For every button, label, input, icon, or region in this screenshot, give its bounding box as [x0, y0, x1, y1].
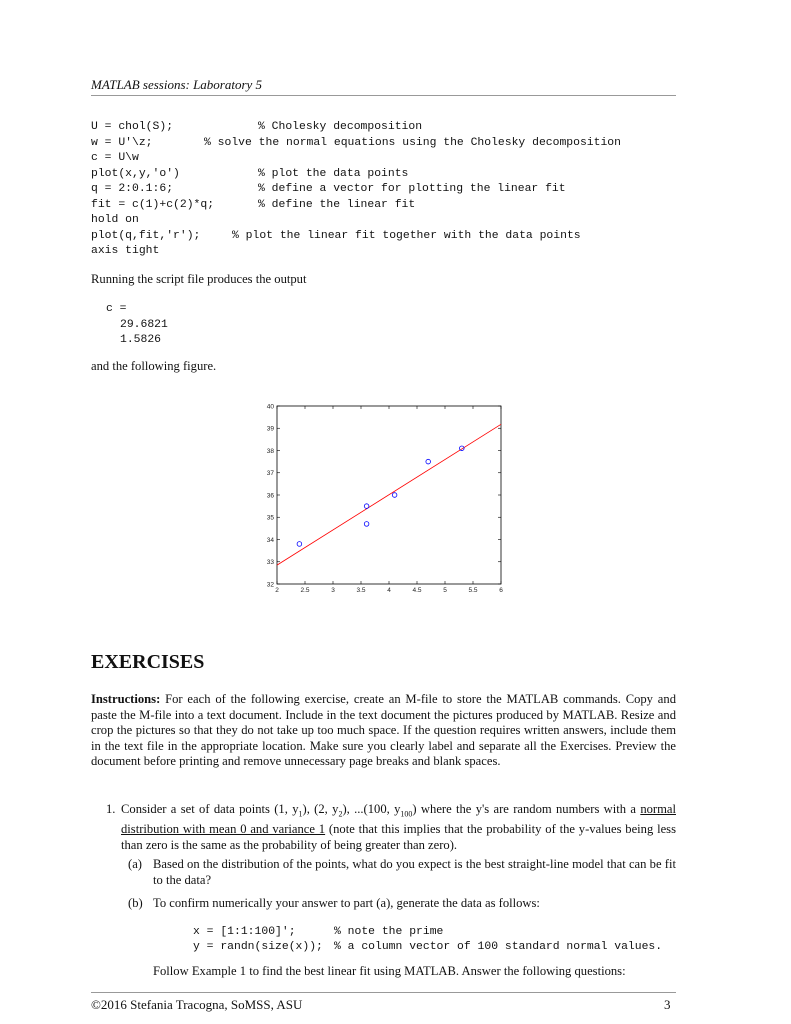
y-tick-label: 32 [266, 581, 274, 589]
subitem-b-text: To confirm numerically your answer to part (a), generate the data as follows: [153, 896, 540, 910]
code-comment: % plot the linear fit together with the data points [232, 229, 581, 242]
y-tick-label: 35 [266, 514, 274, 522]
x-tick-label: 5 [443, 587, 447, 594]
y-tick-label: 37 [266, 470, 274, 478]
underlined-text: normal distribution with mean 0 and variance 1 [121, 802, 676, 837]
code-comment: % define a vector for plotting the linear fit [258, 183, 566, 195]
footer-rule [91, 992, 676, 993]
x-tick-label: 4.5 [412, 587, 422, 594]
code-text: y = randn(size(x)); [193, 941, 323, 953]
y-tick-label: 36 [266, 492, 274, 500]
code-text: c = U\w [91, 152, 139, 164]
figure-intro-text: and the following figure. [91, 359, 217, 373]
instructions-label: Instructions: [91, 692, 161, 706]
code-text: w = U'\z; [91, 136, 153, 149]
code-line [193, 926, 444, 941]
running-header: MATLAB sessions: Laboratory 5 [91, 77, 263, 92]
subscript: 1 [298, 809, 303, 819]
header-rule [91, 95, 676, 96]
item-number: 1. [106, 802, 116, 816]
y-tick-label: 33 [266, 559, 274, 567]
code-text: axis tight [91, 245, 160, 257]
x-tick-label: 6 [499, 587, 503, 594]
text-segment: Consider a set of data points (1, y [121, 802, 299, 816]
output-value: 1.5826 [120, 334, 162, 346]
output-value: 29.6821 [120, 319, 168, 331]
text-segment: ), ...(100, y [342, 802, 401, 816]
footer-copyright: ©2016 Stefania Tracogna, SoMSS, ASU [91, 997, 303, 1012]
code-line [91, 245, 159, 260]
output-label: c = [106, 303, 127, 315]
page-number: 3 [664, 997, 671, 1012]
code-text: q = 2:0.1:6; [91, 183, 174, 195]
code-comment: % note the prime [334, 926, 444, 938]
code-line [91, 198, 416, 214]
code-text: hold on [91, 214, 139, 226]
code-text: fit = c(1)+c(2)*q; [91, 198, 215, 211]
running-text: Running the script file produces the output [91, 272, 307, 286]
scatter-chart [250, 395, 520, 600]
code-line [91, 121, 423, 136]
code-line [91, 152, 139, 167]
x-tick-label: 3 [331, 587, 335, 594]
code-comment: % solve the normal equations using the Cholesky decomposition [204, 136, 621, 149]
text-segment: (note that this implies that the probability of the y-values being less than zero is the same as the probability of being greater than zero). [121, 822, 676, 852]
y-tick-label: 40 [266, 403, 274, 411]
y-tick-label: 39 [266, 425, 274, 433]
code-line [91, 183, 566, 198]
y-tick-label: 38 [266, 447, 274, 455]
subitem-b-label: (b) [128, 896, 143, 910]
code-comment: % define the linear fit [258, 198, 416, 211]
exercises-heading: EXERCISES [91, 651, 205, 673]
code-line [91, 136, 621, 152]
subitem-a-label: (a) [128, 857, 142, 871]
x-tick-label: 4 [387, 587, 391, 594]
x-tick-label: 3.5 [356, 587, 366, 594]
code-text: plot(q,fit,'r'); [91, 229, 201, 242]
x-tick-label: 5.5 [468, 587, 478, 594]
subscript: 2 [338, 809, 343, 819]
code-comment: % plot the data points [258, 167, 409, 180]
code-comment: % Cholesky decomposition [258, 121, 423, 133]
exercise-1-text [121, 802, 676, 853]
instructions-paragraph [91, 692, 676, 770]
subitem-a-text: Based on the distribution of the points, what do you expect is the best straight-line model that can be fit to the data? [153, 857, 676, 887]
text-segment: ), (2, y [302, 802, 339, 816]
code-line [91, 229, 581, 245]
code-text: x = [1:1:100]'; [193, 926, 296, 938]
follow-text: Follow Example 1 to find the best linear fit using MATLAB. Answer the following questions: [153, 964, 626, 978]
text-segment: ) where the y's are random numbers with a [412, 802, 641, 816]
code-line [193, 941, 663, 956]
x-tick-label: 2.5 [300, 587, 310, 594]
code-line [91, 214, 139, 229]
x-tick-label: 2 [275, 587, 279, 594]
y-tick-label: 34 [266, 536, 274, 544]
code-comment: % a column vector of 100 standard normal values. [334, 941, 663, 953]
subscript: 100 [400, 809, 413, 819]
code-text: U = chol(S); [91, 121, 174, 133]
code-line [91, 167, 409, 183]
instructions-text: For each of the following exercise, create an M-file to store the MATLAB commands. Copy and paste the M-file into a text document. Include in the text document the pictures produced by MATLAB. Resize and crop the pictures so that they do not take up too much space. If the question requires written answers, include them in the text file in the appropriate location. Make sure you clearly label and separate all the Exercises. Preview the document before printing and remove unnecessary page breaks and blank spaces. [91, 692, 676, 769]
code-text: plot(x,y,'o') [91, 167, 180, 180]
